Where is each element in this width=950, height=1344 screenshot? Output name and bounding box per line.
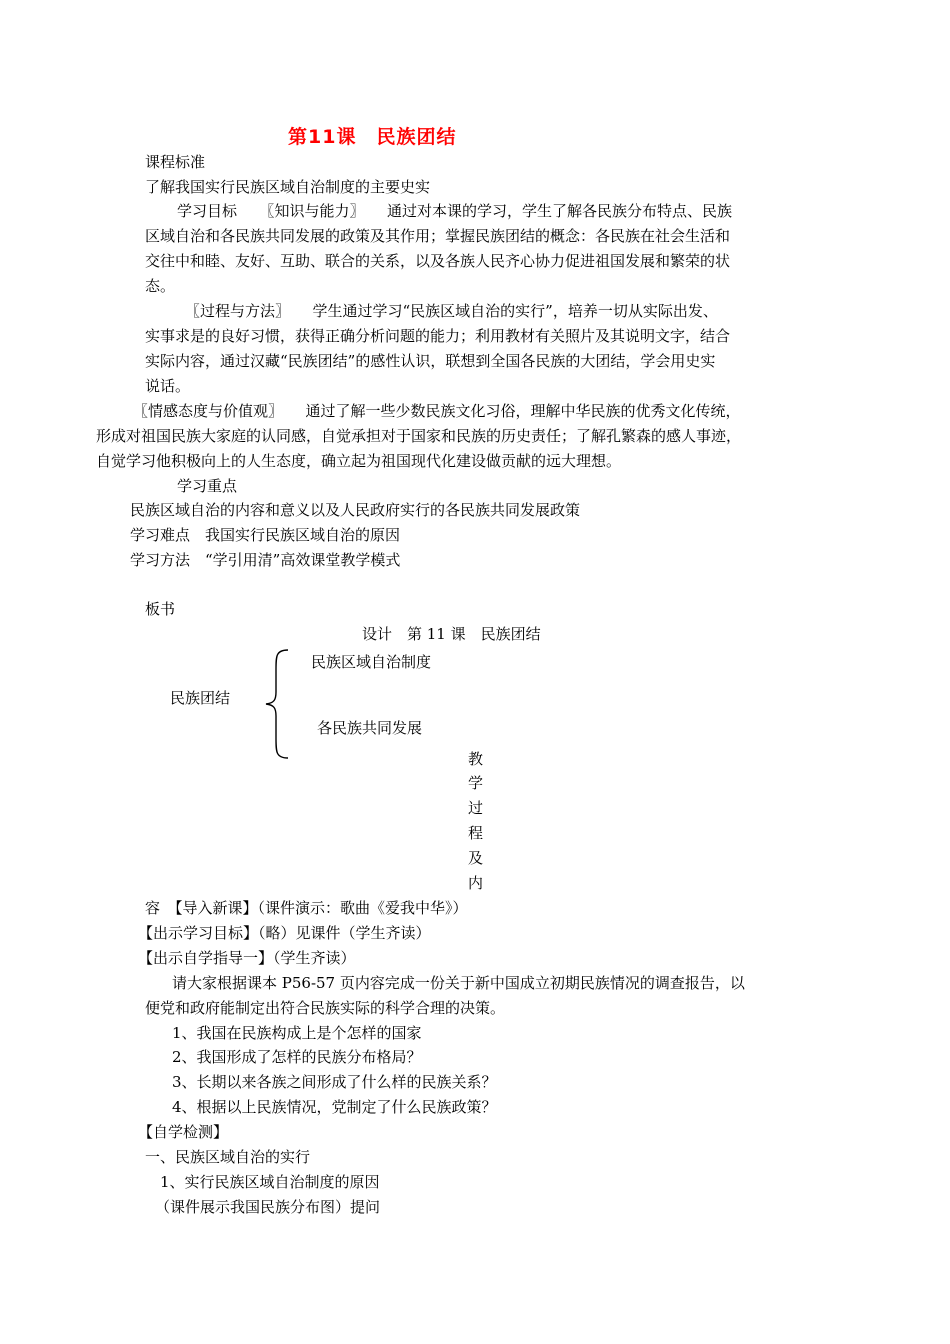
objective-knowledge-line-1: 学习目标 〖知识与能力〗 通过对本课的学习，学生了解各民族分布特点、民族	[177, 202, 733, 220]
intro-line: 容 【导入新课】（课件演示：歌曲《爱我中华》）	[145, 899, 468, 917]
question-2: 2、我国形成了怎样的民族分布格局？	[172, 1048, 422, 1066]
board-root-unity: 民族团结	[170, 689, 231, 707]
page-title	[288, 127, 456, 147]
question-1: 1、我国在民族构成上是个怎样的国家	[172, 1024, 422, 1042]
self-test-heading: 【自学检测】	[138, 1123, 229, 1141]
vertical-char-5: 及	[468, 849, 484, 867]
course-standard-text: 了解我国实行民族区域自治制度的主要史实	[145, 178, 431, 196]
question-3: 3、长期以来各族之间形成了什么样的民族关系？	[172, 1073, 497, 1091]
vertical-char-1: 教	[468, 750, 484, 768]
key-points-heading: 学习重点	[177, 477, 238, 495]
objective-process-line-2: 实事求是的良好习惯，获得正确分析问题的能力；利用教材有关照片及其说明文字，结合	[145, 327, 731, 345]
method-line: 学习方法 “学引用清”高效课堂教学模式	[130, 551, 401, 569]
objective-knowledge-line-4: 态。	[145, 277, 176, 295]
objective-knowledge-line-3: 交往中和睦、友好、互助、联合的关系，以及各族人民齐心协力促进祖国发展和繁荣的状	[145, 252, 731, 270]
question-4: 4、根据以上民族情况，党制定了什么民族政策？	[172, 1098, 497, 1116]
objective-attitude-line-3: 自觉学习他积极向上的人生态度，确立起为祖国现代化建设做贡献的远大理想。	[96, 452, 622, 470]
vertical-char-2: 学	[468, 774, 484, 792]
board-brace	[258, 648, 298, 760]
objective-process-line-3: 实际内容，通过汉藏“民族团结”的感性认识，联想到全国各民族的大团结，学会用史实	[145, 352, 716, 370]
self-study-guide-line: 【出示自学指导一】（学生齐读）	[138, 949, 356, 967]
difficulty-line: 学习难点 我国实行民族区域自治的原因	[130, 526, 401, 544]
title-prefix: 第	[288, 126, 309, 148]
courseware-note: （课件展示我国民族分布图）提问	[155, 1198, 381, 1216]
vertical-char-3: 过	[468, 799, 484, 817]
instruction-line-2: 便党和政府能制定出符合民族实际的科学合理的决策。	[145, 999, 506, 1017]
board-item-development: 各民族共同发展	[317, 719, 423, 737]
board-item-autonomy: 民族区域自治制度	[311, 653, 432, 671]
show-goals-line: 【出示学习目标】（略）见课件（学生齐读）	[138, 924, 431, 942]
objective-attitude-line-2: 形成对祖国民族大家庭的认同感，自觉承担对于国家和民族的历史责任；了解孔繁森的感人事迹，	[96, 427, 742, 445]
section-one-heading: 一、民族区域自治的实行	[145, 1148, 311, 1166]
title-suffix: 课 民族团结	[336, 126, 457, 148]
vertical-char-6: 内	[468, 874, 484, 892]
instruction-line-1: 请大家根据课本 P56-57 页内容完成一份关于新中国成立初期民族情况的调查报告，以	[172, 974, 745, 992]
objective-process-line-1: 〖过程与方法〗 学生通过学习“民族区域自治的实行”，培养一切从实际出发、	[185, 302, 718, 320]
objective-knowledge-line-2: 区域自治和各民族共同发展的政策及其作用；掌握民族团结的概念：各民族在社会生活和	[145, 227, 731, 245]
objective-process-line-4: 说话。	[145, 377, 191, 395]
board-heading: 板书	[145, 600, 176, 618]
vertical-char-4: 程	[468, 824, 484, 842]
title-number: 11	[308, 126, 337, 148]
board-design-title: 设计 第 11 课 民族团结	[362, 625, 541, 643]
objective-attitude-line-1: 〖情感态度与价值观〗 通过了解一些少数民族文化习俗，理解中华民族的优秀文化传统，	[133, 402, 741, 420]
subsection-1: 1、实行民族区域自治制度的原因	[160, 1173, 380, 1191]
key-points-text: 民族区域自治的内容和意义以及人民政府实行的各民族共同发展政策	[130, 501, 581, 519]
course-standard-heading: 课程标准	[145, 153, 206, 171]
